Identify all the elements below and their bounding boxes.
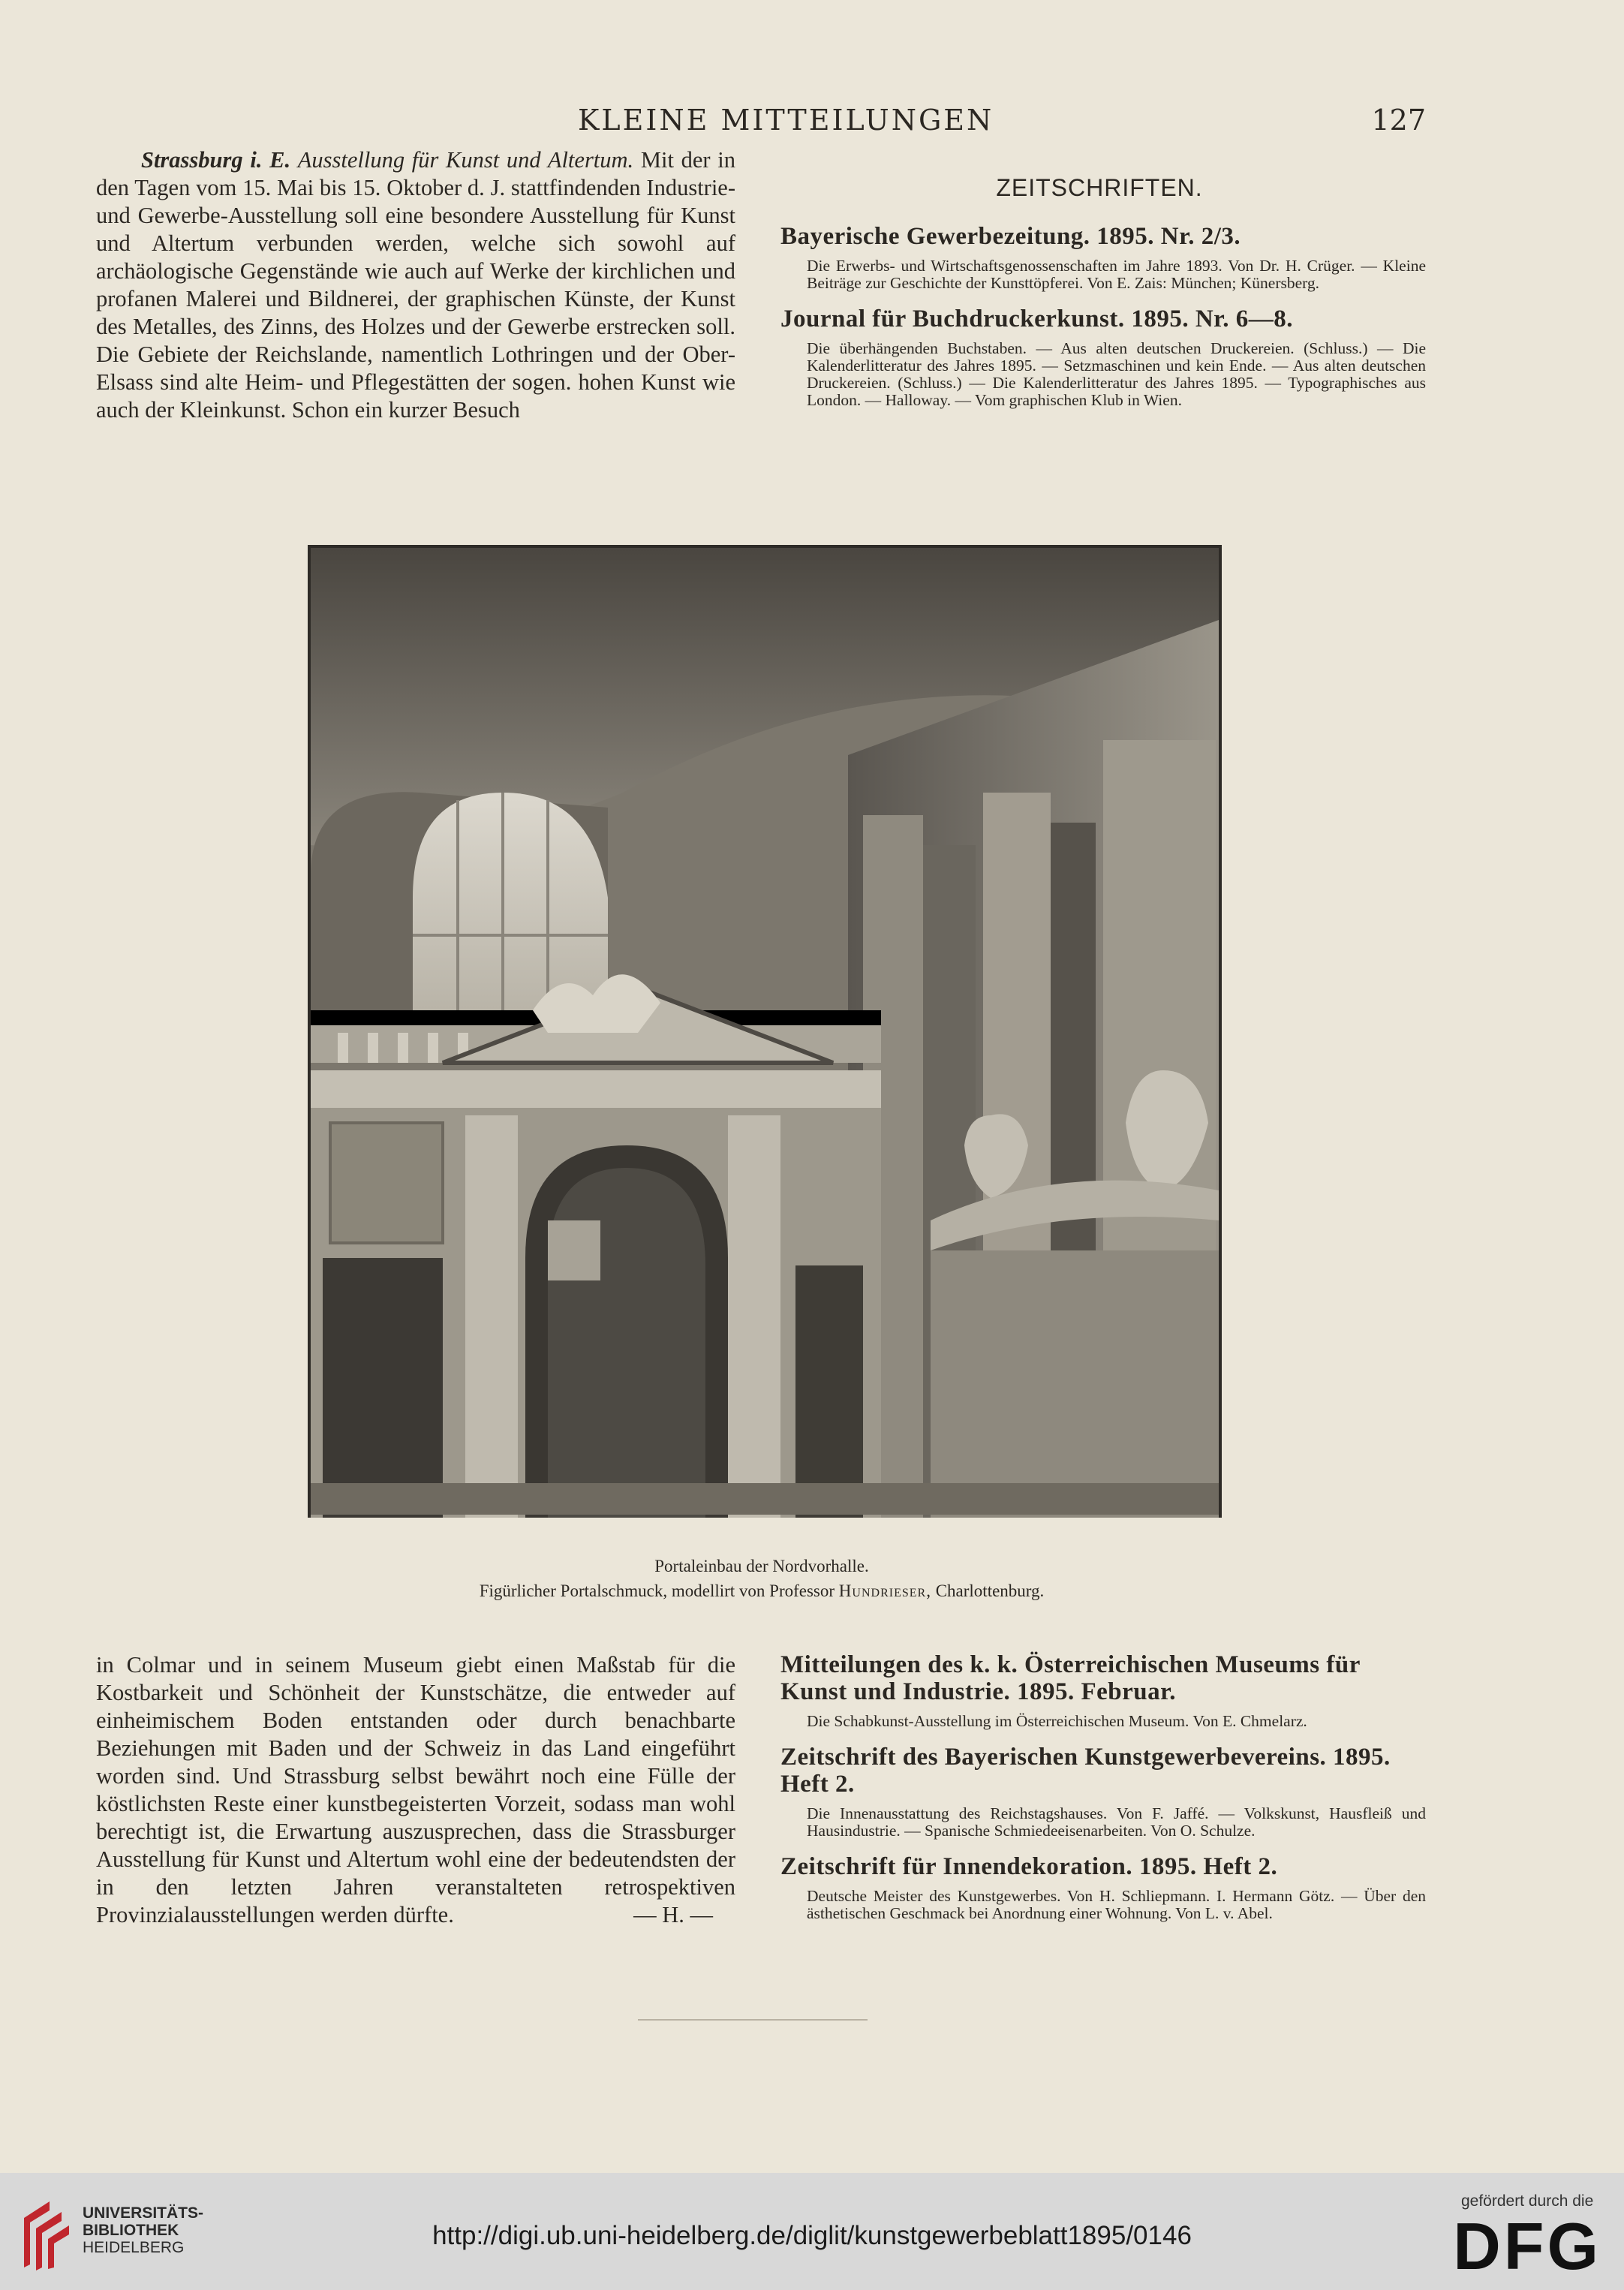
journal-contents: Die überhängenden Buchstaben. — Aus alten deutschen Druckereien. (Schluss.) — Die Kalenderlitteratur des Jahres 1895. — Setzmaschinen und kein Ende. — Aus alten deutschen Druckereien. (Schluss.) — Die Kalenderlitteratur des Jahres 1895. — Typographisches aus London. — Halloway. — Vom graphischen Klub in Wien. — [807, 339, 1426, 409]
institution-line: BIBLIOTHEK — [83, 2222, 179, 2239]
journal-contents: Die Innenausstattung des Reichstagshauses. Von F. Jaffé. — Volkskunst, Hausfleiß und Hausindustrie. — Spanische Schmiedeeisenarbeiten. Von O. Schulze. — [807, 1804, 1426, 1840]
article-strassburg-end — [96, 1651, 735, 1929]
portal-photograph — [308, 545, 1222, 1518]
journal-entry — [773, 1853, 1426, 1922]
sponsor-label: gefördert durch die — [1460, 2192, 1594, 2210]
journal-title: Mitteilungen des k. k. Österreichischen Museums für Kunst und Industrie. 1895. Februar. — [780, 1651, 1361, 1705]
article-lead-subject: Ausstellung für Kunst und Altertum. — [297, 147, 634, 173]
periodicals-section — [773, 174, 1426, 423]
journal-contents: Deutsche Meister des Kunstgewerbes. Von H. Schliepmann. I. Hermann Götz. — Über den ästhetischen Geschmack bei Anordnung einer Wohnung. Von L. v. Abel. — [807, 1887, 1426, 1922]
journal-title: Journal für Buchdruckerkunst. 1895. Nr. 6—8. — [780, 305, 1294, 333]
article-body: Mit der in den Tagen vom 15. Mai bis 15. Oktober d. J. stattfindenden Industrie- und Gewerbe-Ausstellung soll eine besondere Ausstellung für Kunst und Altertum verbunden werden, welche sich sowohl auf archäologische Gegenstände wie auch auf Werke der kirchlichen und profanen Malerei und Bildnerei, der graphischen Künste, der Kunst des Metalles, des Zinns, des Holzes und der Gewerbe erstrecken soll. Die Gebiete der Reichslande, namentlich Lothringen und der Ober-Elsass sind alte Heim- und Pflegestätten der sogen. hohen Kunst wie auch der Kleinkunst. Schon ein kurzer Besuch — [96, 147, 735, 423]
journal-title: Bayerische Gewerbezeitung. 1895. Nr. 2/3. — [780, 223, 1241, 250]
article-lead-place: Strassburg i. E. — [141, 147, 291, 173]
journal-title: Zeitschrift für Innendekoration. 1895. Heft 2. — [780, 1853, 1278, 1880]
article-strassburg-start — [96, 146, 735, 424]
figure-caption-title: Portaleinbau der Nordvorhalle. — [654, 1557, 869, 1575]
section-title: ZEITSCHRIFTEN. — [996, 174, 1203, 201]
journal-contents: Die Erwerbs- und Wirtschaftsgenossenschaften im Jahre 1893. Von Dr. H. Crüger. — Kleine Beiträge zur Geschichte der Kunsttöpferei. Von E. Zais: München; Künersberg. — [807, 257, 1426, 292]
article-signature: — H. — — [633, 1902, 713, 1927]
institution-line: HEIDELBERG — [83, 2239, 185, 2256]
portal-illustration — [308, 545, 1222, 1518]
article-paragraph: in Colmar und in seinem Museum giebt einen Maßstab für die Kostbarkeit und Schönheit der Kunstschätze, die entweder auf einheimischem Boden entstanden oder durch benachbarte Beziehungen mit Baden und der Schweiz in das Land eingeführt worden sind. Und Strassburg selbst bewährt noch eine Fülle der köstlichsten Reste einer kunstbegeisterten Vorzeit, sodass man wohl berechtigt ist, die Erwartung auszusprechen, dass die Strassburger Ausstellung für Kunst und Altertum wohl eine der bedeutendsten der in den letzten Jahren veranstalteten retrospektiven Provinzialausstellungen werden dürfte. — [96, 1652, 735, 1927]
running-title: KLEINE MITTEILUNGEN — [578, 104, 994, 137]
caption-credit-text: Figürlicher Portalschmuck, modellirt von Professor — [479, 1581, 835, 1600]
caption-artist-name: Hundrieser, — [838, 1581, 931, 1600]
page-number: 127 — [1371, 104, 1426, 137]
figure-caption-credit — [98, 1581, 1426, 1601]
source-url-link[interactable]: http://digi.ub.uni-heidelberg.de/diglit/kunstgewerbeblatt1895/0146 — [432, 2221, 1192, 2250]
running-head — [98, 104, 1426, 141]
institution-line: UNIVERSITÄTS- — [83, 2204, 204, 2222]
article-paragraph — [96, 146, 735, 424]
journal-entry — [773, 305, 1426, 409]
journal-entry — [773, 223, 1426, 292]
section-divider — [638, 2019, 868, 2021]
periodicals-section-continued — [773, 1651, 1426, 1936]
caption-place: Charlottenburg. — [935, 1581, 1045, 1600]
digitization-footer — [0, 2173, 1624, 2290]
journal-title: Zeitschrift des Bayerischen Kunstgewerbevereins. 1895. Heft 2. — [780, 1744, 1391, 1798]
dfg-logo: DFG — [1453, 2209, 1601, 2283]
journal-entry — [773, 1744, 1426, 1840]
journal-contents: Die Schabkunst-Ausstellung im Österreichischen Museum. Von E. Chmelarz. — [807, 1712, 1307, 1730]
sponsor — [1453, 2192, 1601, 2282]
journal-entry — [773, 1651, 1426, 1730]
